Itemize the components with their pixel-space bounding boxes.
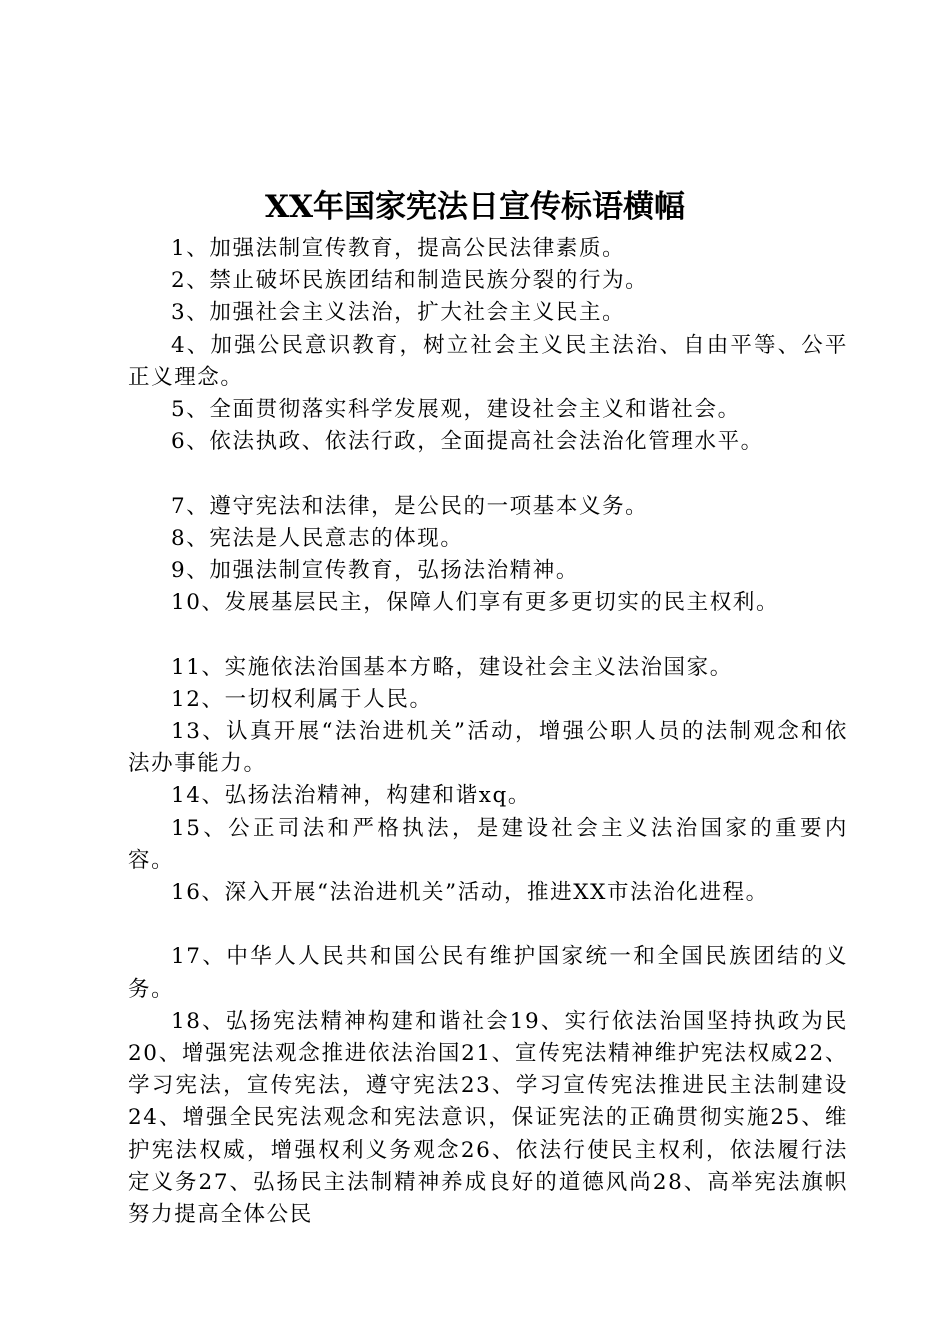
slogan-item-18-28: 18、弘扬宪法精神构建和谐社会19、实行依法治国坚持执政为民20、增强宪法观念推进依法治国21、宣传宪法精神维护宪法权威22、学习宪法，宣传宪法，遵守宪法23、学习宣传宪法推进民主法制建设24、增强全民宪法观念和宪法意识，保证宪法的正确贯彻实施25、维护宪法权威，增强权利义务观念26、依法行使民主权利，依法履行法定义务27、弘扬民主法制精神养成良好的道德风尚28、高举宪法旗帜努力提高全体公民 [128,1008,848,1228]
slogan-item-17: 17、中华人人民共和国公民有维护国家统一和全国民族团结的义务。 [128,944,848,1002]
slogan-item-13: 13、认真开展“法治进机关”活动，增强公职人员的法制观念和依法办事能力。 [128,719,848,777]
slogan-item-6: 6、依法执政、依法行政，全面提高社会法治化管理水平。 [171,429,764,455]
slogan-item-3: 3、加强社会主义法治，扩大社会主义民主。 [171,300,626,326]
slogan-item-10: 10、发展基层民主，保障人们享有更多更切实的民主权利。 [171,590,780,616]
slogan-item-12: 12、一切权利属于人民。 [171,686,433,712]
slogan-item-8: 8、宪法是人民意志的体现。 [171,525,464,551]
slogan-item-5: 5、全面贯彻落实科学发展观，建设社会主义和谐社会。 [171,397,741,423]
slogan-item-4: 4、加强公民意识教育，树立社会主义民主法治、自由平等、公平正义理念。 [128,332,848,390]
slogan-item-15: 15、公正司法和严格执法，是建设社会主义法治国家的重要内容。 [128,815,848,873]
document-body [128,233,848,1231]
slogan-item-14: 14、弘扬法治精神，构建和谐xq。 [171,783,531,809]
slogan-item-11: 11、实施依法治国基本方略，建设社会主义法治国家。 [171,654,733,680]
slogan-item-9: 9、加强法制宣传教育，弘扬法治精神。 [171,558,579,584]
slogan-item-16: 16、深入开展“法治进机关”活动，推进XX市法治化进程。 [171,880,769,906]
slogan-item-1: 1、加强法制宣传教育，提高公民法律素质。 [171,236,626,261]
slogan-item-2: 2、禁止破坏民族团结和制造民族分裂的行为。 [171,268,649,294]
document-title: XX年国家宪法日宣传标语横幅 [264,189,686,225]
slogan-item-7: 7、遵守宪法和法律，是公民的一项基本义务。 [171,493,649,519]
